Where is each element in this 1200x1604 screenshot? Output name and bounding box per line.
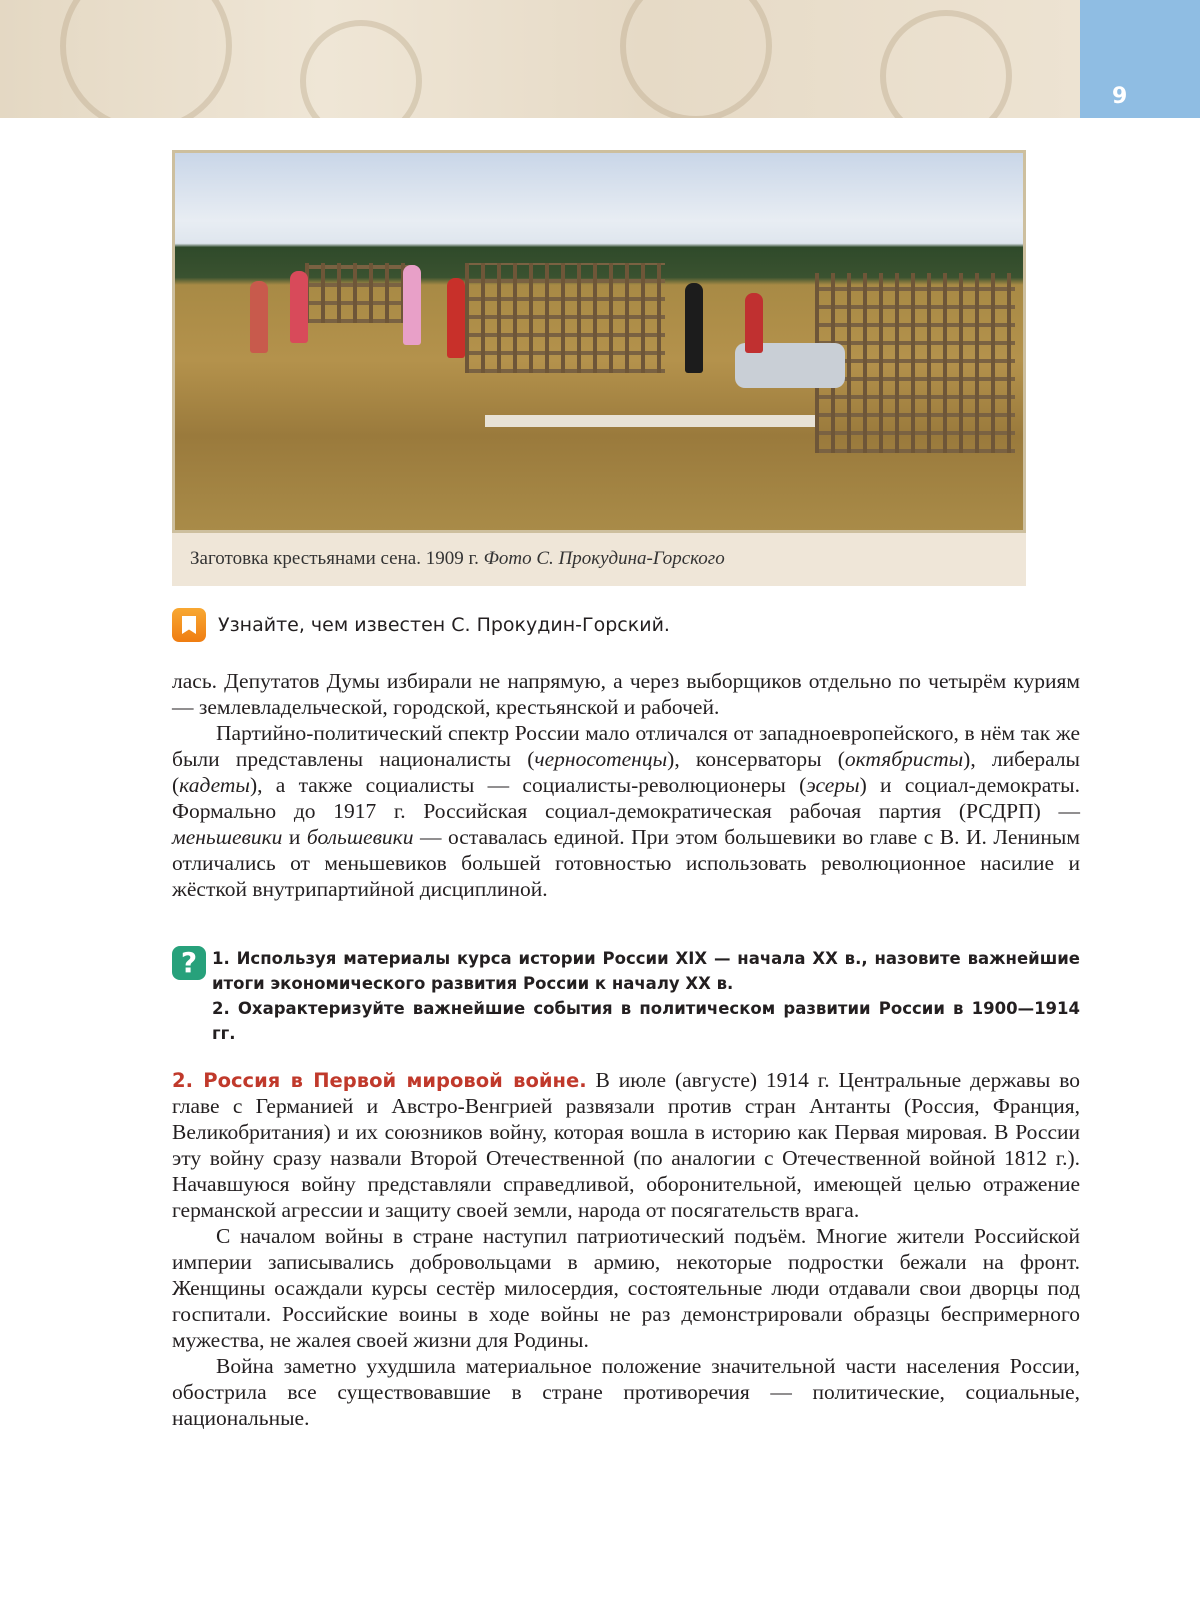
- text-run: ), а также социалисты — социалисты-революционеры (: [249, 773, 807, 797]
- photo-cart: [305, 263, 415, 323]
- term: кадеты: [179, 773, 250, 797]
- photo-person: [447, 278, 465, 358]
- section-title: 2. Россия в Первой мировой войне.: [172, 1069, 587, 1092]
- term: октябристы: [844, 747, 964, 771]
- paragraph: [172, 720, 1080, 902]
- bookmark-icon: [172, 608, 206, 642]
- photo-cart: [815, 273, 1015, 453]
- body-text-2: [172, 1067, 1080, 1431]
- photo-person: [685, 283, 703, 373]
- photo-cart: [465, 263, 665, 373]
- text-run: ), консерваторы (: [667, 747, 845, 771]
- questions-block: [172, 946, 1080, 1046]
- term: меньшевики: [172, 825, 283, 849]
- decorative-header-band: [0, 0, 1080, 118]
- term: эсеры: [806, 773, 860, 797]
- term: большевики: [306, 825, 414, 849]
- question-item: 1. Используя материалы курса истории России XIX — начала XX в., назовите важнейшие итоги экономического развития России к началу XX в.: [212, 949, 1080, 993]
- text-run: — оставалась единой. При этом большевики во главе с В. И. Лениным отличались от меньшевиков большей готовностью использовать революционное насилие и жёсткой внутрипартийной дисциплиной.: [172, 825, 1080, 901]
- page-number: 9: [1112, 84, 1128, 109]
- caption-text: Заготовка крестьянами сена. 1909 г.: [190, 548, 484, 569]
- text-run: и: [282, 825, 307, 849]
- paragraph: С началом войны в стране наступил патриотический подъём. Многие жители Российской империи записывались добровольцами в армию, некоторые подростки бежали на фронт. Женщины осаждали курсы сестёр милосердия, состоятельные люди отдавали свои дворцы под госпитали. Российские воины в ходе войны не раз демонстрировали образцы беспримерного мужества, не жалея своей жизни для Родины.: [172, 1224, 1080, 1352]
- text-run: ), либералы (: [172, 747, 1080, 797]
- learn-more-text: Узнайте, чем известен С. Прокудин-Горский.: [218, 614, 670, 636]
- photo-logs: [485, 415, 815, 427]
- decorative-wheel: [300, 20, 422, 118]
- page-number-box: [1080, 0, 1200, 118]
- text-run: В июле (августе) 1914 г. Центральные державы во главе с Германией и Австро-Венгрией развязали против стран Антанты (Россия, Франция, Великобритания) и их союзников войну, которая вошла в историю как Первая мировая. В России эту войну сразу назвали Второй Отечественной (по аналогии с Отечественной войной 1812 г.). Начавшуюся войну представляли справедливой, оборонительной, имеющей целью отражение германской агрессии и защиту своей земли, народа от посягательств врага.: [172, 1068, 1080, 1222]
- photo-person: [403, 265, 421, 345]
- question-icon: ?: [172, 946, 206, 980]
- paragraph: Война заметно ухудшила материальное положение значительной части населения России, обострила все существовавшие в стране противоречия — политические, социальные, национальные.: [172, 1354, 1080, 1430]
- paragraph: [172, 1067, 1080, 1223]
- question-item: 2. Охарактеризуйте важнейшие события в политическом развитии России в 1900—1914 гг.: [212, 999, 1080, 1043]
- decorative-wheel: [620, 0, 772, 118]
- decorative-wheel: [60, 0, 232, 118]
- decorative-wheel: [880, 10, 1012, 118]
- caption-credit: Фото С. Прокудина-Горского: [483, 548, 725, 569]
- text-run: ) и социал-демократы. Формально до 1917 г. Российская социал-демократическая рабочая партия (РСДРП) —: [172, 773, 1081, 823]
- learn-more-prompt: [172, 608, 670, 642]
- body-text-1: [172, 668, 1080, 902]
- photo-caption: [172, 533, 1026, 586]
- term: черносотенцы: [534, 747, 668, 771]
- photo-person: [745, 293, 763, 353]
- photo-haymaking: [172, 150, 1026, 533]
- paragraph: лась. Депутатов Думы избирали не напрямую, а через выборщиков отдельно по четырём куриям — землевладельческой, городской, крестьянской и рабочей.: [172, 669, 1080, 719]
- photo-person: [250, 281, 268, 353]
- photo-person: [290, 271, 308, 343]
- text-run: Партийно-политический спектр России мало отличался от западноевропейского, в нём так же были представлены националисты (: [172, 721, 1080, 771]
